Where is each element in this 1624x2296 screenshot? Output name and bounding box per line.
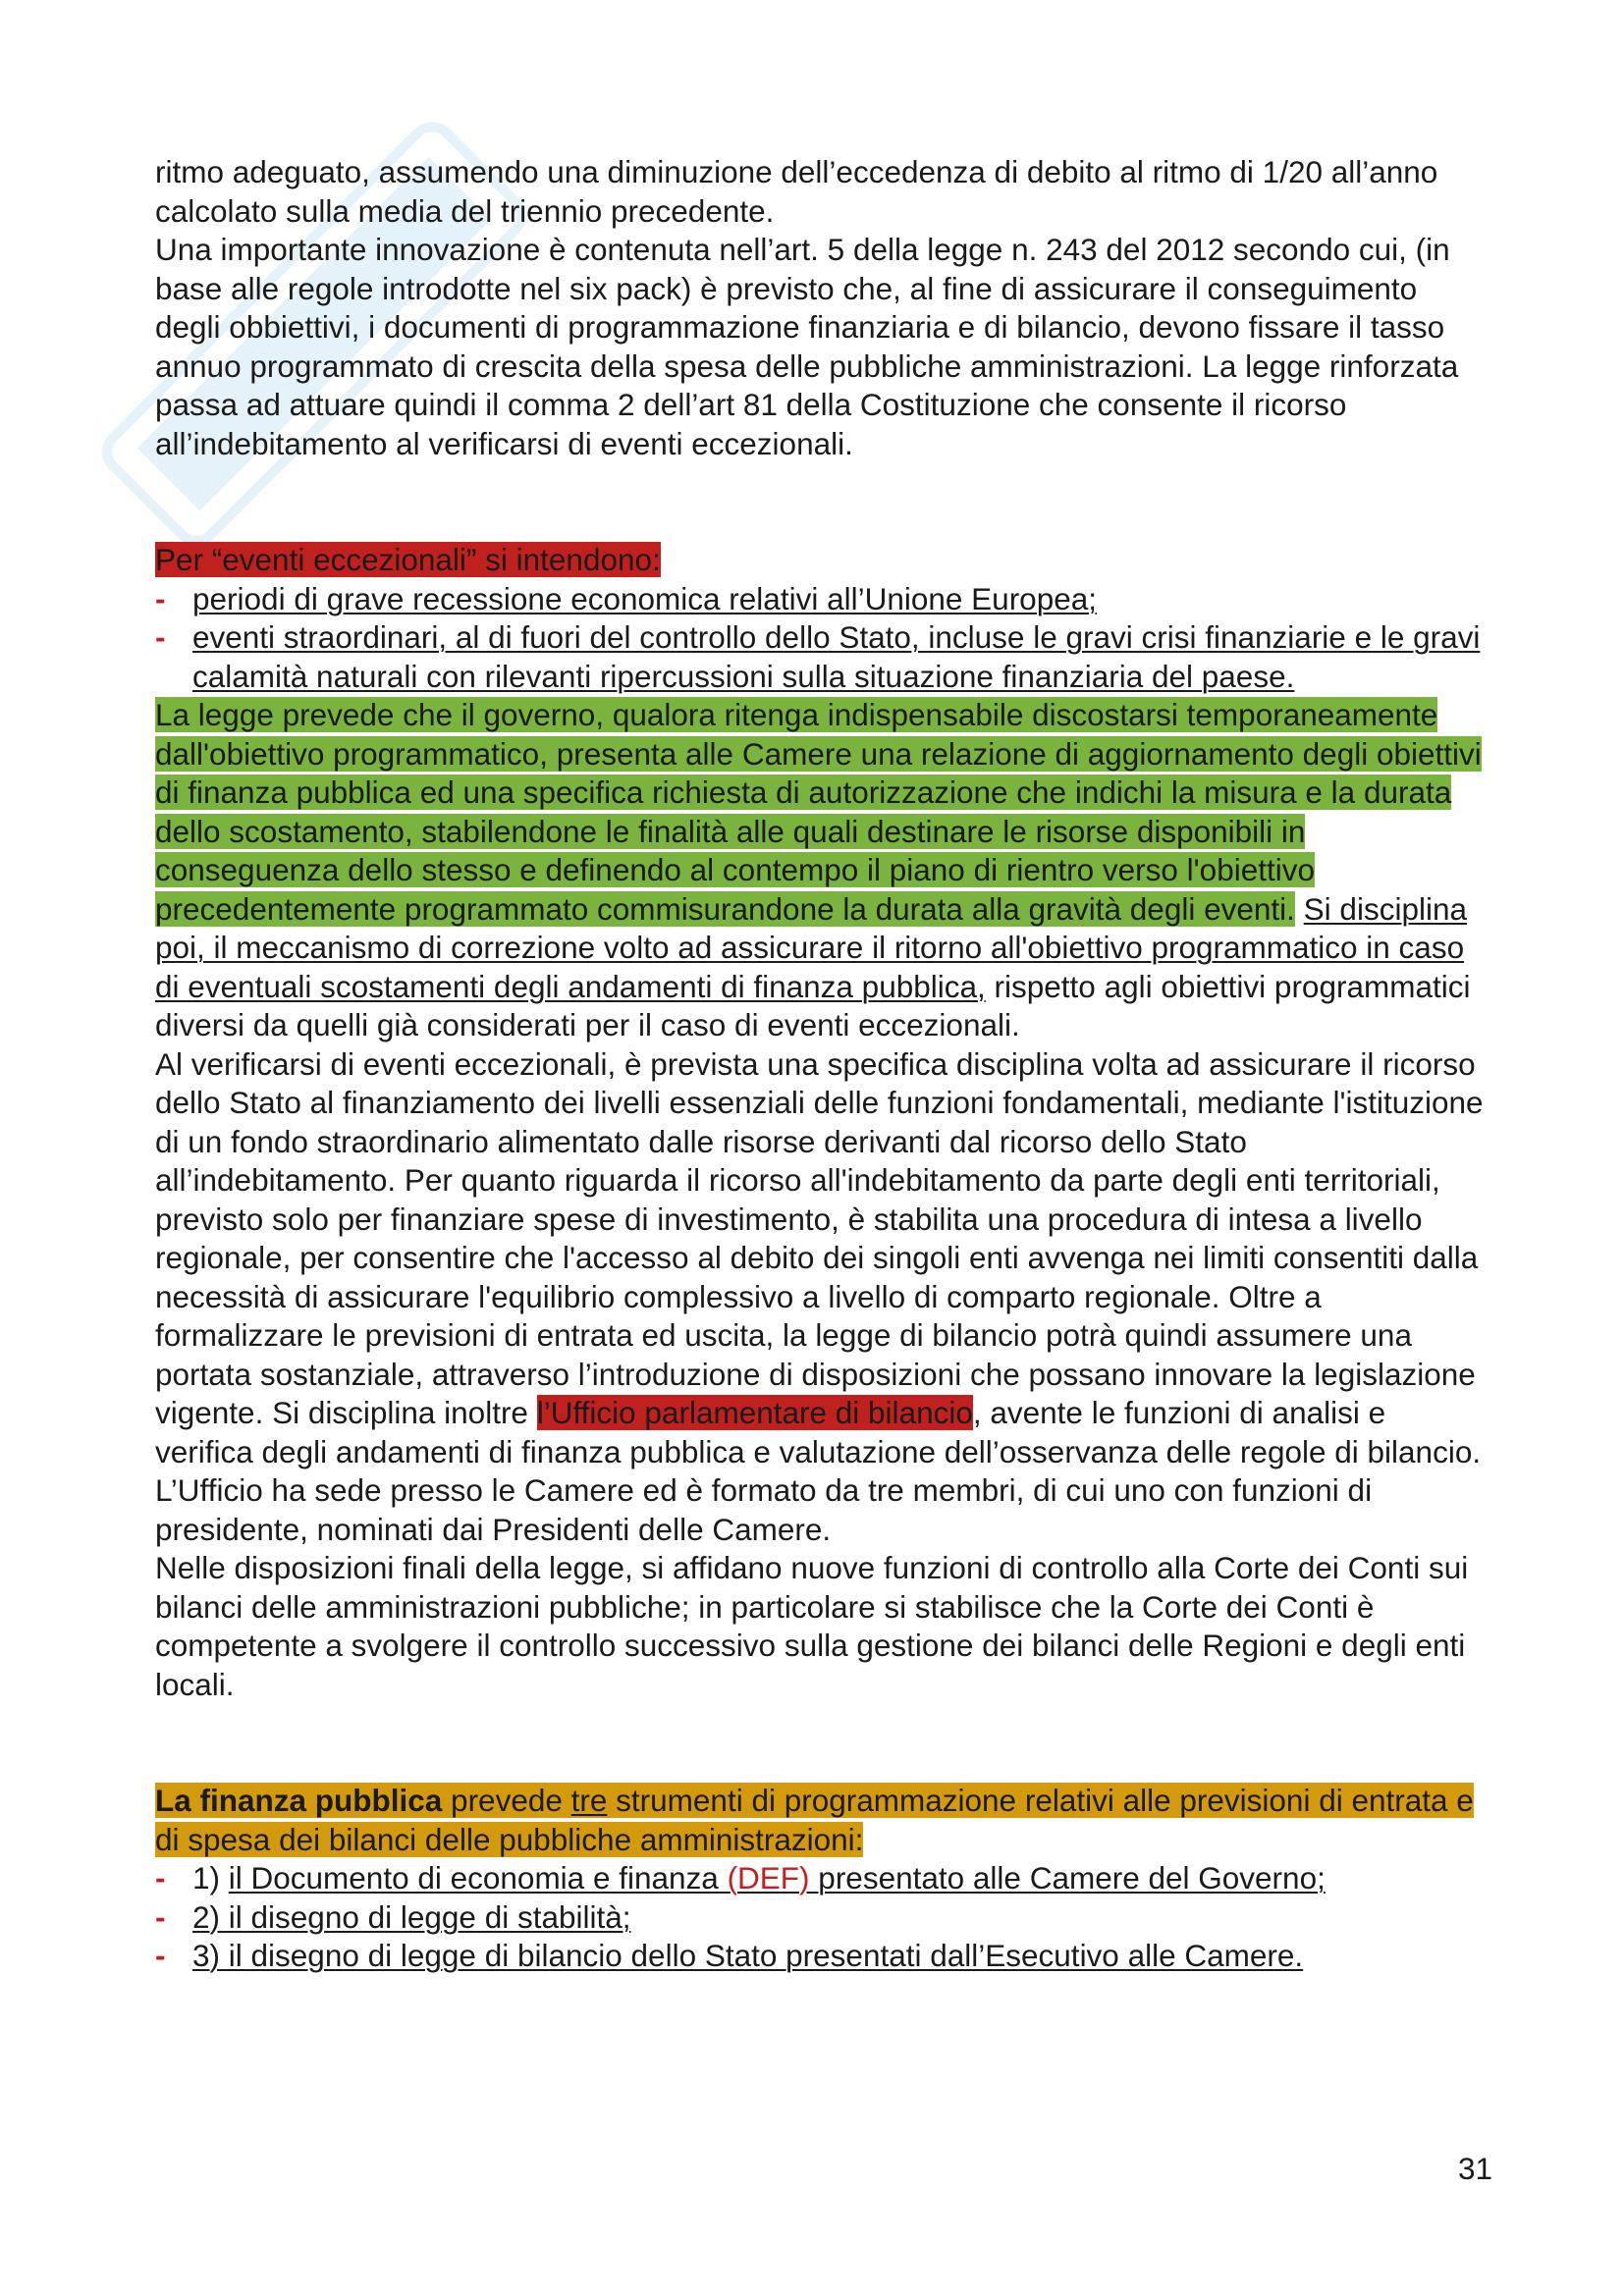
eventi-heading (155, 541, 1490, 580)
item-number: 1) (192, 1860, 229, 1896)
bullet-dash-icon: - (155, 580, 166, 616)
paragraph-corte: Nelle disposizioni finali della legge, si affidano nuove funzioni di controllo alla Corte dei Conti sui bilanci delle amministrazioni pubbliche; in particolare si stabilisce che la Corte dei Conti è competente a svolgere il controllo successivo sulla gestione dei bilanci delle Regioni e degli enti locali. (155, 1550, 1469, 1702)
eventi-heading-text: Per “eventi eccezionali” si intendono: (155, 542, 661, 577)
page-number: 31 (1457, 2151, 1492, 2186)
def-item-text (229, 1860, 1326, 1896)
bullet-dash-icon: - (155, 619, 166, 655)
list-item (155, 1898, 1490, 1938)
paragraph-scostamento (155, 696, 1490, 1045)
finanza-pre: prevede (442, 1783, 571, 1818)
list-item (155, 1859, 1490, 1898)
bullet-dash-icon: - (155, 1860, 166, 1896)
bullet-dash-icon: - (155, 1938, 166, 1973)
def-acronym: (DEF) (727, 1860, 810, 1896)
def-item-b: presentato alle Camere del Governo; (809, 1860, 1326, 1896)
scostamento-rest: rispetto agli obiettivi programmatici diversi da quelli già considerati per il caso di eventi eccezionali. (155, 968, 1471, 1042)
def-item-a: il Documento di economia e finanza (228, 1860, 728, 1896)
finanza-highlight (155, 1783, 1474, 1857)
ufficio-highlight: l’Ufficio parlamentare di bilancio (536, 1395, 973, 1430)
stabilita-item-text: 2) il disegno di legge di stabilità; (192, 1898, 631, 1935)
finanza-post: strumenti di programmazione relativi alle previsioni di entrata e di spesa dei bilanci delle pubbliche amministrazioni: (155, 1783, 1474, 1857)
finanza-bold: La finanza pubblica (155, 1783, 443, 1818)
bilancio-item-text: 3) il disegno di legge di bilancio dello Stato presentati dall’Esecutivo alle Camere. (192, 1938, 1304, 1973)
paragraph-ufficio: L’Ufficio ha sede presso le Camere ed è formato da tre membri, di cui uno con funzioni di presidente, nominati dai Presidenti delle Camere. (155, 1472, 1373, 1547)
eventi-list (155, 580, 1490, 697)
scostamento-highlight: La legge prevede che il governo, qualora ritenga indispensabile discostarsi temporaneamente dall'obiettivo programmatico, presenta alle Camere una relazione di aggiornamento degli obiettivi di finanza pubblica ed una specifica richiesta di autorizzazione che indichi la misura e la durata dello scostamento, stabilendone le finalità alle quali destinare le risorse disponibili in conseguenza dello stesso e definendo al contempo il piano di rientro verso l'obiettivo precedentemente programmato commisurandone la durata alla gravità degli eventi. (155, 697, 1482, 927)
list-item (155, 618, 1490, 696)
finanza-list (155, 1859, 1490, 1976)
fondo-text: Al verificarsi di eventi eccezionali, è prevista una specifica disciplina volta ad assicurare il ricorso dello Stato al finanziamento dei livelli essenziali delle funzioni fondamentali, mediante l'istituzione di un fondo straordinario alimentato dalle risorse derivanti dal ricorso dello Stato all’indebitamento. Per quanto riguarda il ricorso all'indebitamento da parte degli enti territoriali, previsto solo per finanziare spese di investimento, è stabilita una procedura di intesa a livello regionale, per consentire che l'accesso al debito dei singoli enti avvenga nei limiti consentiti dalla necessità di assicurare l'equilibrio complessivo a livello di comparto regionale. Oltre a formalizzare le previsioni di entrata ed uscita, la legge di bilancio potrà quindi assumere una portata sostanziale, attraverso l’introduzione di disposizioni che possano innovare la legislazione vigente. Si disciplina inoltre (155, 1045, 1484, 1430)
list-item (155, 1937, 1490, 1976)
paragraph-art5: Una importante innovazione è contenuta nell’art. 5 della legge n. 243 del 2012 secondo cui, (in base alle regole introdotte nel six pack) è previsto che, al fine di assicurare il conseguimento degli obbiettivi, i documenti di programmazione finanziaria e di bilancio, devono fissare il tasso annuo programmato di crescita della spesa delle pubbliche amministrazioni. La legge rinforzata passa ad attuare quindi il comma 2 dell’art 81 della Costituzione che consente il ricorso all’indebitamento al verificarsi di eventi eccezionali. (155, 232, 1459, 461)
list-item (155, 580, 1490, 619)
paragraph-fondo (155, 1045, 1490, 1472)
paragraph-eccedenza: ritmo adeguato, assumendo una diminuzione dell’eccedenza di debito al ritmo di 1/20 all’anno calcolato sulla media del triennio precedente. (155, 154, 1438, 229)
fondo-after: , avente le funzioni di analisi e verifica degli andamenti di finanza pubblica e valutazione dell’osservanza delle regole di bilancio. (155, 1395, 1482, 1469)
bullet-dash-icon: - (155, 1898, 166, 1935)
scostamento-underlined: Si disciplina poi, il meccanismo di correzione volto ad assicurare il ritorno all'obiettivo programmatico in caso di eventuali scostamenti degli andamenti di finanza pubblica, (155, 890, 1468, 1004)
finanza-tre: tre (570, 1783, 608, 1818)
eventi-item-text: eventi straordinari, al di fuori del controllo dello Stato, incluse le gravi crisi finanziarie e le gravi calamità naturali con rilevanti ripercussioni sulla situazione finanziaria del paese. (192, 619, 1481, 694)
eventi-item-text: periodi di grave recessione economica relativi all’Unione Europea; (192, 580, 1098, 616)
page-content (155, 153, 1490, 1976)
finanza-heading (155, 1782, 1490, 1859)
